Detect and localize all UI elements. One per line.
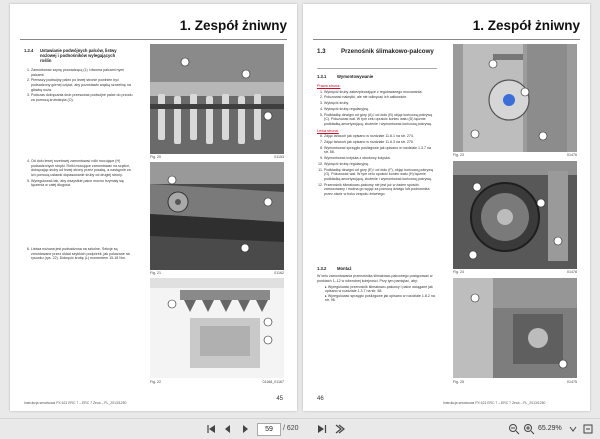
left-page	[10, 4, 297, 411]
figure-code: 01153	[274, 155, 284, 159]
list-item: 3. Wykręcić śruby.	[324, 101, 435, 106]
chevron-down-icon	[568, 423, 578, 435]
subsection-title: Montaż	[337, 266, 352, 271]
right-page	[303, 4, 590, 411]
previous-page-icon	[222, 423, 234, 435]
page-footer: Instrukcja serwisowa PX 621 ERC 7 – ERC 7 Zeus – PL_2013/1250	[24, 401, 127, 405]
figure-22-photo	[150, 278, 284, 378]
zoom-level[interactable]: 65.29%	[538, 425, 562, 432]
header-divider	[313, 39, 580, 40]
paragraph: W celu zamontowania przenośnika ślimakowo-palcowego postępować w punktach 1–12 w odwrotnej kolejności. Przy tym pamiętać, aby:	[317, 274, 433, 283]
subsection-title: Wymontowywanie	[337, 74, 374, 79]
list-item: 8. Wymontować sprzęgło poślizgowe jak opisano w rozdziale 1.3.7 na str. 58.	[324, 146, 435, 155]
subsection-number: 1.3.1	[317, 74, 327, 79]
figure-code: 01478	[567, 270, 577, 274]
zoom-in-icon	[523, 423, 535, 435]
list-item: 6. Zdjąć łańcuch jak opisano w rozdziale 11.6.1 na str. 274.	[324, 134, 435, 139]
list-item: ▸ Wyregulować sprzęgło poślizgowe jak opisano w rozdziale 1.8.2 na str. 96.	[325, 294, 435, 303]
figure-20-photo	[150, 44, 284, 154]
text-block-2	[24, 159, 136, 189]
last-page-button[interactable]	[316, 423, 328, 435]
page-number: 45	[276, 396, 283, 402]
page-number: 46	[317, 396, 324, 402]
figure-code: 01476	[567, 153, 577, 157]
zoom-in-button[interactable]	[523, 423, 535, 435]
figure-code: 01168_01167	[262, 380, 284, 384]
text-block-disassembly	[317, 82, 435, 198]
figure-21-photo	[150, 162, 284, 270]
text-block-assembly	[317, 274, 435, 303]
list-item: 4. Od dołu lewej rozetowej zamontować rolki mocujące (H) podsadzonych stopki. Rolki mocujące zamontować na szpilce, dokręcając śruby od lewej strony przez puszkę, a następnie za ich pomocą ustawić dopasowanie śruby od drugiej strony.	[31, 159, 136, 177]
subsection-title-wrap	[337, 74, 373, 79]
subsection-heading	[317, 74, 326, 79]
section-title-wrap	[40, 48, 125, 63]
fit-page-button[interactable]	[582, 423, 594, 435]
page-footer: Instrukcja serwisowa PX 621 ERC 7 – ERC 7 Zeus – PL_2013/1250	[443, 401, 546, 405]
list-item: 6. Listwa nożowa jest podsadzona na szkolne. Sekcje są zmontowane przez układ szybkich podpórek, jak pokazane na rysunku (rys. 22). Dokręcić śrubę (L) momentem 15-18 Nm.	[31, 247, 136, 261]
section-number: 1.3	[317, 48, 326, 55]
first-page-button[interactable]	[205, 423, 217, 435]
zoom-out-button[interactable]	[508, 423, 520, 435]
next-page-button[interactable]	[239, 423, 251, 435]
list-item: 4. Wykręcić śrubę regulacyjną.	[324, 107, 435, 112]
next-page-icon	[239, 423, 251, 435]
total-pages: / 620	[283, 425, 299, 432]
list-item: 11. Podkładkę dźwigni od góry (E) i od dołu (F), objąć końcową pokrywą (G). Poluzować wał. W tym celu opuścić koniec wału (H) łącznie podkładką amortyzującą, złożenie i wymontować końcową pokrywę.	[324, 168, 435, 182]
zoom-dropdown-button[interactable]	[568, 423, 578, 435]
figure-caption: Fig. 20	[150, 155, 161, 159]
list-item: 5. Podkładkę dźwigni od góry (A) i od dołu (B) objąć końcową pokrywą (C). Poluzować wał. W tym celu opuścić koniec wału (D) łącznie podkładką amortyzującą, złożenie i wymontować końcową pokrywę.	[324, 113, 435, 127]
next-section-button[interactable]	[333, 423, 345, 435]
list-item: 12. Przenośnik ślimakowo-palcowy nie jest już w żaden sposób zamocowany i można go wyjąć za pomocą dźwigu lub podnośnika przez otwór w boku zespołu żniwnego.	[324, 183, 435, 197]
section-number: 1.2.4	[24, 48, 34, 53]
subsection-title-wrap	[337, 266, 351, 271]
first-page-icon	[205, 423, 217, 435]
section-divider	[317, 68, 437, 69]
list-item: 1. Wykręcić śruby zabezpieczające z regulowanego mocowania.	[324, 90, 435, 95]
subsection-heading	[317, 266, 326, 271]
subsection-number: 1.3.2	[317, 266, 327, 271]
list-item: 3. Podczas dokręcania śrub przesuwać podwójne palce do przodu za pomocą śrubokręta (O).	[31, 93, 136, 102]
list-item: 1. Zamontować szynę prowadzącą (1) i dwoma palcami nymi palcami.	[31, 68, 136, 77]
figure-24-photo	[453, 161, 577, 269]
figure-caption: Fig. 23	[453, 153, 464, 157]
text-block-3	[24, 247, 136, 262]
list-item: 9. Wymontować łożyska z obudowy łożyska.	[324, 156, 435, 161]
viewer-toolbar	[0, 418, 600, 439]
right-side-label: Prawa strona:	[317, 84, 341, 88]
page-header: 1. Zespół żniwny	[179, 18, 287, 33]
list-item: 2. Pierwszy podwójny palec po lewej stronie powinien być podsadzony górnej części, aby pozostawić wąską szczelinę na główkę noża.	[31, 78, 136, 92]
figure-25-photo	[453, 278, 577, 378]
section-title: Ustawianie podwójnych palców, listwy nożowej i podnośników wylegających roślin	[40, 48, 117, 63]
figure-caption: Fig. 21	[150, 271, 161, 275]
list-item: 2. Poluzować nakrętki, ale nie odkręcać ich całkowicie.	[324, 95, 435, 100]
page-number-input[interactable]: 59	[257, 423, 281, 436]
figure-caption: Fig. 25	[453, 380, 464, 384]
figure-caption: Fig. 24	[453, 270, 464, 274]
list-item: 10. Wykręcić śrubę regulacyjną.	[324, 162, 435, 167]
list-item: ▸ Wyregulować przenośnik ślimakowo-palcowy i palce wciągane jak opisano w rozdziale 1.3.7 na str. 58.	[325, 285, 435, 294]
figure-caption: Fig. 22	[150, 380, 161, 384]
list-item: 5. Wyregulować tak, aby wszystkie palce mocno trzymały się łączenia w całej długości.	[31, 179, 136, 188]
left-side-label: Lewa strona:	[317, 128, 339, 133]
previous-page-button[interactable]	[222, 423, 234, 435]
text-block-1	[24, 68, 136, 104]
figure-code: 01475	[567, 380, 577, 384]
figure-code: 01162	[274, 271, 284, 275]
header-divider	[20, 39, 287, 40]
figure-23-photo	[453, 44, 577, 152]
page-header: 1. Zespół żniwny	[472, 18, 580, 33]
zoom-out-icon	[508, 423, 520, 435]
section-title: Przenośnik ślimakowo-palcowy	[341, 48, 434, 55]
fit-page-icon	[582, 423, 594, 435]
last-page-icon	[316, 423, 328, 435]
list-item: 7. Zdjąć łańcuch jak opisano w rozdziale 11.6.3 na str. 275.	[324, 140, 435, 145]
chevron-right-icon	[333, 423, 345, 435]
